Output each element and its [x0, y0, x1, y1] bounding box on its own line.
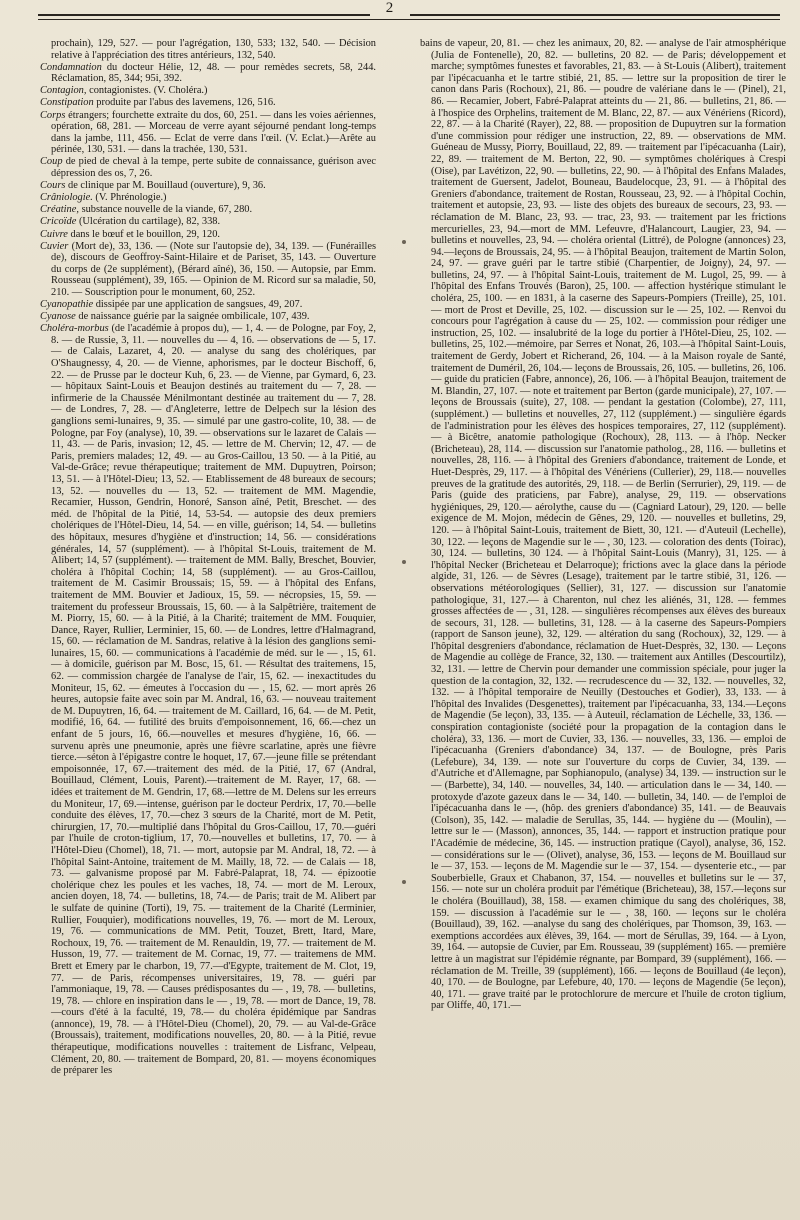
index-text: (Mort de), 33, 136. — (Note sur l'autopsie de), 34, 139. — (Funérailles de), discours de Geoffroy-Saint-Hilaire et de Pariset, 35, 143. — Ouverture du corps de (2e supplément), (Bérard aîné), 36, 150. — Autopsie, par Emm. Rousseau (supplément), 39, 165. — Opinion de M. Ricord sur sa maladie, 50, 210. — Souscription pour le monument, 60, 252.: [51, 240, 376, 298]
index-text: de clinique par M. Bouillaud (ouverture), 9, 36.: [65, 180, 266, 192]
index-text: substance nouvelle de la viande, 67, 280.: [78, 204, 253, 216]
right-column: [420, 38, 786, 1210]
index-keyword: Cours: [40, 180, 66, 192]
index-entry: [40, 62, 376, 85]
index-text: bains de vapeur, 20, 81. — chez les animaux, 20, 82. — analyse de l'air atmosphérique (Julia de Fontenelle), 20, 82. — bulletins, 20 82. — de Paris; développement et marche; symptômes funestes et favorables, 21, 83. — à St-Louis (Alibert), traitement par l'ipécacuanha et le tartre stibié, 21, 85. — lettre sur la proposition de tirer le canon dans Paris (Rochoux), 21, 86. — poudre de valériane dans le — (Pinel), 21, 86. — Recamier, Jobert, Fabré-Palaprat atteints du — 21, 86. — bulletins, 21, 86. — à l'hospice des Orphelins, traitement de M. Blanc, 22, 87. — aux Vénériens (Ricord), 22, 87. — à la Charité (Rayer), 22, 88. — proposition de Dupuytren sur la formation d'une commission pour rédiger une instruction, 22, 89. — observations de MM. Guéneau de Mussy, Piorry, Bouillaud, 22, 89. — traitement par l'ipécacuanha (Lair), 22, 89. — traitement de M. Berton, 22, 90. — symptômes cholériques à Crespi (Oise), par Lavétizon, 22, 90. — bulletins, 22, 90. — à l'hôpital des Enfans Malades, traitement de Guersent, Jadelot, Bouneau, Baudelocque, 23, 91. — à l'hôpital des Greniers d'abondance, traitement de Rostan, Rousseau, 23, 92. — à l'hôpital Cochin, traitement et autopsie, 23, 93. — liste des objets des bureaux de secours, 23, 93. — réclamation de M. Blanc, 23, 93. — trac, 23, 93. — traitement par les frictions mercurielles, 23, 94.—mort de MM. Lefeuvre, d'Halancourt, Laugier, 23, 94. — bulletins et nouvelles, 23, 94. — choléra oriental (Littré), de Pologne (annonces) 23, 94.—leçons de Broussais, 24, 95. — à l'hôpital Beaujon, traitement de Martin Solon, 24, 97. — grave guéri par le tartre stibié (Charpentier, de Joigny), 24, 97. — bulletins, 24, 97. — à l'hôpital Saint-Louis, traitement de M. Lugol, 25, 99. — à l'hôpital des Enfans Trouvés (Baron), 25, 100. — affection hystérique stimulant le choléra, 25, 100. — en 1831, à la caserne des Sapeurs-Pompiers (Treille), 25, 101. — mort de Prost et Deville, 25, 102. — discussion sur le — 25, 102. — Renvoi du concours pour l'agrégation à cause du — 25, 102. — commission pour rédiger une instruction, 25, 102. — insalubrité de la loge du portier à l'Hôtel-Dieu, 25, 102. — bulletins, 25, 102.—mémoire, par Serres et Nonat, 26, 103.—à l'hôpital Saint-Louis, traitement de Gerdy, Jobert et Richerand, 26, 104. — à la Maison royale de Santé, traitement de Duméril, 26, 104.— leçons de Broussais, 26, 105. — bulletins, 26, 106. — guide du praticien (Fabre, annonce), 26, 106. — à l'hôpital Beaujon, traitement de M. Blandin, 27, 107. — note et traitement par Berton (garde municipale), 27, 107. — leçons de Broussais (suite), 27, 108. — pendant la gestation (Colombe), 27, 111, (supplément.) — bulletins et nouvelles, 27, 112 (supplément.) — singulière égards de l'administration pour les élèves des hospices temporaires, 27, 112 (supplément). — à Bicêtre, anatomie pathologique (Rochoux), 28, 113. — à l'hôp. Necker (Bricheteau), 28, 114. — discussion sur l'anatomie patholog., 28, 116. — bulletins et nouvelles, 28, 116. — à l'hôpital des Greniers d'abondance, traitement de Londe, et Huet-Desprès, 29, 117. — à l'hôpital des Vénériens (Cullerier), 29, 118.— nouvelles preuves de la gratitude des autorités, 29, 118. — de Berlin (Serrurier), 29, 119. — de Paris (guide des praticiens, par Fabre), analyse, 29, 119. — observations hygiéniques, 29, 120.— aérolythe, cause du — (Cagniard Latour), 29, 120. — belle exigence de M. Mojon, médecin de Gênes, 29, 120. — nouvelles et bulletins, 29, 120. — à l'hôpital Saint-Louis, traitement de Biett, 30, 121. — d'Auteuil (Lechelle), 30, 122. — leçons de Magendie sur le — , 30, 123. — coloration des dents (Toirac), 30, 124. — bulletins, 30 124. — à l'hôpital Saint-Louis (Manry), 31, 125. — à l'hôpital Necker (Bricheteau et Delarroque); frictions avec la glace dans la période algide, 31, 126. — de Sèvres (Lesage), traitement par le tartre stibié, 31, 126. — observations météorologiques (Sellier), 31, 127. — discussion sur l'anatomie pathologique, 31, 127.— à Charenton, nul chez les aliénés, 31, 128. — femmes grosses affectées de — , 31, 128. — singulières récompenses aux élèves des bureaux de secours, 31, 128. — bulletins, 31, 128. — à la caserne des Sapeurs-Pompiers (rapport de Sanson jeune), 32, 129. — altération du sang (Rochoux), 32, 129. — à l'hôpital desgreniers d'abondance, réclamation de Huet-Desprès, 32, 130. — Leçons de Magendie au collège de France, 32, 130. — traitement aux Antilles (Descourtilz), 32, 131. — lettre de Chervin pour demander une commission spéciale, pour juger la question de la contagion, 32, 132. — recrudescence du — 32, 132. — nouvelles, 32, 132. — à l'hôpital temporaire de Neuilly (Destouches et Godier), 33, 133. — à l'hôpital des Invalides (Desgenettes), traitement par l'ipécacuanha, 33, 134.—Leçons de Magendie (5e leçon), 33, 135. — à Auteuil, réclamation de Léchelle, 33, 136. — conspiration contagioniste (société pour la propagation de la contagion dans le choléra), 33, 136. — mort de Cuvier, 33, 136. — nouvelles, 33, 136. — emploi de l'ipécacuanha (Greniers d'abondance) 34, 137. — de Boulogne, près Paris (Lefebure), 34, 139. — note sur l'ouverture du corps de Cuvier, 34, 139. — d'Autriche et d'Allemagne, par Sophianopulo, (analyse) 34, 139. — instruction sur le — (Barbette), 34, 140. — nouvelles, 34, 140. — articulation dans le — 34, 140. — protoxyde d'azote gazeux dans le — 34, 140. — bulletin, 34, 140. — de l'emploi de l'ipécacuanha dans le —, (hôp. des greniers d'abondance) 35, 141. — de Beauvais (Colson), 35, 142. — maladie de Serullas, 35, 144. — hygiène du — (Moulin), — lettre sur le — (Masson), annonces, 35, 144. — rapport et instruction pratique pour l'Académie de médecine, 36, 145. — instruction pratique (Cayol), analyse, 36, 152. — considérations sur le — (Olivet), analyse, 36, 153. — leçons de M. Bouillaud sur le — 37, 153. — leçons de M. Magendie sur le — 37, 154. — dysenterie etc., — par Souberbielle, Graux et Chabanon, 37, 154. — nouvelles et bulletins sur le — 37, 156. — note sur un choléra produit par l'émétique (Bricheteau), 38, 157.—leçons sur le choléra (Bouillaud), 38, 158. — examen chimique du sang des cholériques, 38, 159. — discussion à l'académie sur le — , 38, 160. — leçons sur le choléra (Bouillaud), 39, 162. —analyse du sang des cholériques, par Thomson, 39, 163. — exemptions accordées aux élèves, 39, 164. — mort de Sérullas, 39, 164. — à Lyon, 39, 164. — autopsie de Cuvier, par Em. Rousseau, 39 (supplément) 165. — première lettre à un magistrat sur l'épidémie régnante, par Bompard, 39 (supplément), 166. — réclamation de M. Treille, 39 (supplément), 166. — leçons de Bouillaud (4e leçon), 40, 170. — de Boulogne, par Lefebure, 40, 170. — leçons de Magendie (5e leçon), 40, 171. — grave traité par le protochlorure de mercure et l'huile de croton tiglium, par Oliffe, 40, 171.—: [420, 38, 786, 1012]
index-text: dissipée par une application de sangsues, 49, 207.: [93, 299, 303, 311]
index-entry: [40, 323, 376, 1077]
index-entry: [40, 216, 376, 228]
index-entry: [40, 299, 376, 311]
index-keyword: Corps: [40, 109, 66, 121]
index-entry: [40, 204, 376, 216]
index-keyword: Constipation: [40, 97, 94, 109]
index-text: étrangers; fourchette extraite du dos, 60, 251. — dans les voies aériennes, opération, 68, 281. — Morceau de verre ayant séjourné pendant long-temps dans la jambe, 111, 456. — Eclat de verre dans l'œil. (V. Eclat.)—Arête au périnée, 130, 531. — dans la trachée, 130, 531.: [51, 109, 376, 156]
index-entry: [40, 85, 376, 97]
index-text: produite par l'abus des lavemens, 126, 516.: [93, 97, 276, 109]
index-keyword: Cyanopathie: [40, 299, 94, 311]
index-keyword: Contagion,: [40, 85, 87, 97]
index-text: dans le bœuf et le bouillon, 29, 120.: [67, 228, 220, 240]
index-entry: [40, 180, 376, 192]
index-keyword: Choléra-morbus: [40, 323, 109, 335]
index-text: contagionistes. (V. Choléra.): [86, 85, 208, 97]
index-keyword: Cuvier: [40, 240, 69, 252]
index-text: (de l'académie à propos du), — 1, 4. — de Pologne, par Foy, 2, 8. — de Russie, 3, 11. — nouvelles du — 4, 16. — observations de — 5, 17. — de Calais, Lazaret, 4, 20. — analyse du sang des cholériques, par O'Shaugnessy, 4, 20. — de Vienne, aphorismes, par le docteur Bischoff, 6, 22. — de Prusse par le docteur Kuh, 6, 23. — de Vienne, par Gymard, 6, 23. — hôpitaux Saint-Louis et Beaujon destinés au traitement du — 7, 28. — infirmerie de la Chaussée Ménilmontant destinée au traitement du — 7, 28. — de Londres, 7, 28. — d'Angleterre, lettre de Delpech sur la lésion des ganglions semi-lunaires, 9, 35. — simulé par une gastro-colite, 10, 38. — de Pologne, par Foy (analyse), 10, 39. — observations sur le lazaret de Calais — 11, 43. — de Paris, invasion; 12, 45. — lettre de M. Chervin; 12, 47. — de Paris, premiers malades; 12, 49. — au Gros-Caillou, 13 50. — à la Pitié, au Val-de-Grâce; revue thérapeutique; traitement de MM. Dupuytren, Poirson; 13, 51. — à l'Hôtel-Dieu; 13, 52. — Etablissement de 48 bureaux de secours; 13, 52. — nouvelles du — 13, 52. — traitement de MM. Magendie, Recamier, Husson, Gendrin, Honoré, Sanson aîné, Petit, Breschet. — des méd. de l'hôpital de la Pitié, 14, 53-54. — autopsie des deux premiers cholériques de l'Hôtel-Dieu, 14, 54. — en ville, guérison; 14, 54. — bulletins des hôpitaux, mesures d'hygiène et d'instruction; 14, 56. — considérations générales, 14, 57 (supplément). — à l'hôpital St-Louis, traitement de M. Alibert; 14, 57 (supplément). — traitement de MM. Bally, Breschet, Bouvier, choléra à l'hôpital Cochin; 14, 58 (supplément). — au Gros-Caillou, traitement de M. Casimir Broussais; 15, 59. — à l'hôpital des Enfans, traitement de MM. Bouvier et Jadioux, 15, 59. — nécropsies, 15, 59. — traitement du professeur Broussais, 15, 60. — à la Salpêtrière, traitement de M. Piorry, 15, 60. — à la Pitié, à la Charité; traitement de MM. Fouquier, Dance, Rayer, Rullier, Lerminier, 15, 60. — de Londres, lettre d'Halmagrand, 15, 60. — réclamation de M. Sandras, relative à la lésion des ganglions semi-lunaires, 15, 60. — communications à l'académie de méd. sur le — , 15, 61. — à domicile, guérison par M. Bosc, 15, 61. — Résultat des traitemens, 15, 62. — commission chargée de l'analyse de l'air, 15, 62. — inexactitudes du Moniteur, 15, 62. — émeutes à l'occasion du — , 15, 62. — mort après 26 heures, autopsie faite avec soin par M. Andral, 16, 63. — nouveau traitement de M. Dupuytren, 16, 64. — traitement de M. Caillard, 16, 64. — de M. Petit, modifié, 16, 64. — futilité des bruits d'empoisonnement, 16, 66.—chez un enfant de 5 jours, 16, 66.—nouvelles et mesures d'hygiène, 16, 66. — survenu après une pneumonie, après une fièvre scarlatine, après une fièvre tierce.—séton à l'épigastre contre le hoquet, 17, 67.—jeune fille se prétendant empoisonnée, 17, 67.—traitement des méd. de la Pitié, 17, 67 (Andral, Bouillaud, Clément, Louis, Parent).—traitement de M. Rayer, 17, 68. — idées et traitement de M. Gendrin, 17, 68.—lettre de M. Delens sur les erreurs du Moniteur, 17, 69.—intense, guérison par le docteur Perdrix, 17, 70.—belle conduite des élèves, 17, 70.—chez 3 sœurs de la Charité, mort de M. Petit, chirurgien, 17, 70.—multiplié dans l'hôpital du Gros-Caillou, 17, 70.—guéri par l'huile de croton-tiglium, 17, 70.—nouvelles et bulletins, 17, 70. — à l'Hôtel-Dieu (Chomel), 18, 71. — mort, autopsie par M. Andral, 18, 72. — à l'hôpital Saint-Antoine, traitement de M. Mailly, 18, 72. — de Calais — 18, 73. — galvanisme proposé par M. Fabré-Palaprat, 18, 74. — épizootie cholérique chez les poules et les vaches, 18, 74. — mort de M. Leroux, ancien doyen, 18, 74. — bulletins, 18, 74.— de Paris; trait de M. Alibert par le sulfate de quinine (Torti), 19, 75. — traitement de la Charité (Lerminier, Rullier, Fouquier), modifications nouvelles, 19, 76. — mort de M. Leroux, 19, 76. — communications de MM. Petit, Touzet, Brett, Itard, Mare, Rochoux, 19, 76. — traitement de M. Renauldin, 19, 77. — traitement de M. Husson, 19, 77. — traitement de M. Cornac, 19, 77. — traitemens de MM. Brett et Emery par le charbon, 19, 77.—d'Egypte, traitement de M. Clot, 19, 77. — de Paris, récompenses universitaires, 19, 78. — guéri par l'ammoniaque, 19, 78. — Causes prédisposantes du — , 19, 78. — bulletins, 19, 78. — chlore en inspiration dans le — , 19, 78. — mort de Dance, 19, 78.—cours d'été à la faculté, 19, 78.— du choléra épidémique par Sandras (annonce), 19, 78. — à l'Hôtel-Dieu (Chomel), 20, 79. — au Val-de-Grâce (Broussais), traitement, modifications nouvelles, 20, 80. — à la Pitié, revue thérapeutique, modifications nouvelles : traitement de Lisfranc, Velpeau, Clément, 20, 80. — traitement de Bompard, 20, 81. — moyens économiques de préparer les: [51, 323, 376, 1077]
top-rule-thin: [38, 19, 780, 20]
index-entry: [40, 38, 376, 61]
index-keyword: Condamnation: [40, 61, 102, 73]
index-text: du docteur Hélie, 12, 48. — pour remèdes secrets, 58, 244. Réclamation, 85, 344; 95i, 392.: [51, 61, 376, 85]
binding-hole: [402, 880, 406, 884]
index-entry: [40, 97, 376, 109]
index-keyword: Coup: [40, 156, 63, 168]
index-text: de pied de cheval à la tempe, perte subite de connaissance, guérison avec dépression des os, 7, 26.: [51, 156, 376, 180]
index-keyword: Créatine,: [40, 204, 79, 216]
index-entry: [40, 311, 376, 323]
index-entry: [40, 192, 376, 204]
index-text: prochain), 129, 527. — pour l'agrégation, 130, 533; 132, 540. — Décision relative à l'appréciation des titres antérieurs, 132, 540.: [51, 38, 376, 61]
index-keyword: Cuivre: [40, 228, 68, 240]
left-column: [40, 38, 376, 1210]
index-entry: [40, 110, 376, 156]
index-keyword: Cyanose: [40, 311, 76, 323]
index-text: (Ulcération du cartilage), 82, 338.: [76, 216, 221, 228]
binding-hole: [402, 240, 406, 244]
page-number: 2: [370, 0, 410, 18]
index-text: (V. Phrénologie.): [92, 192, 167, 204]
index-entry: [40, 156, 376, 179]
index-entry: [420, 38, 786, 1012]
index-entry: [40, 241, 376, 299]
index-entry: [40, 229, 376, 241]
binding-hole: [402, 560, 406, 564]
index-keyword: Crâniologie.: [40, 192, 93, 204]
index-keyword: Cricoïde: [40, 216, 77, 228]
index-text: de naissance guérie par la saignée ombilicale, 107, 439.: [75, 311, 310, 323]
